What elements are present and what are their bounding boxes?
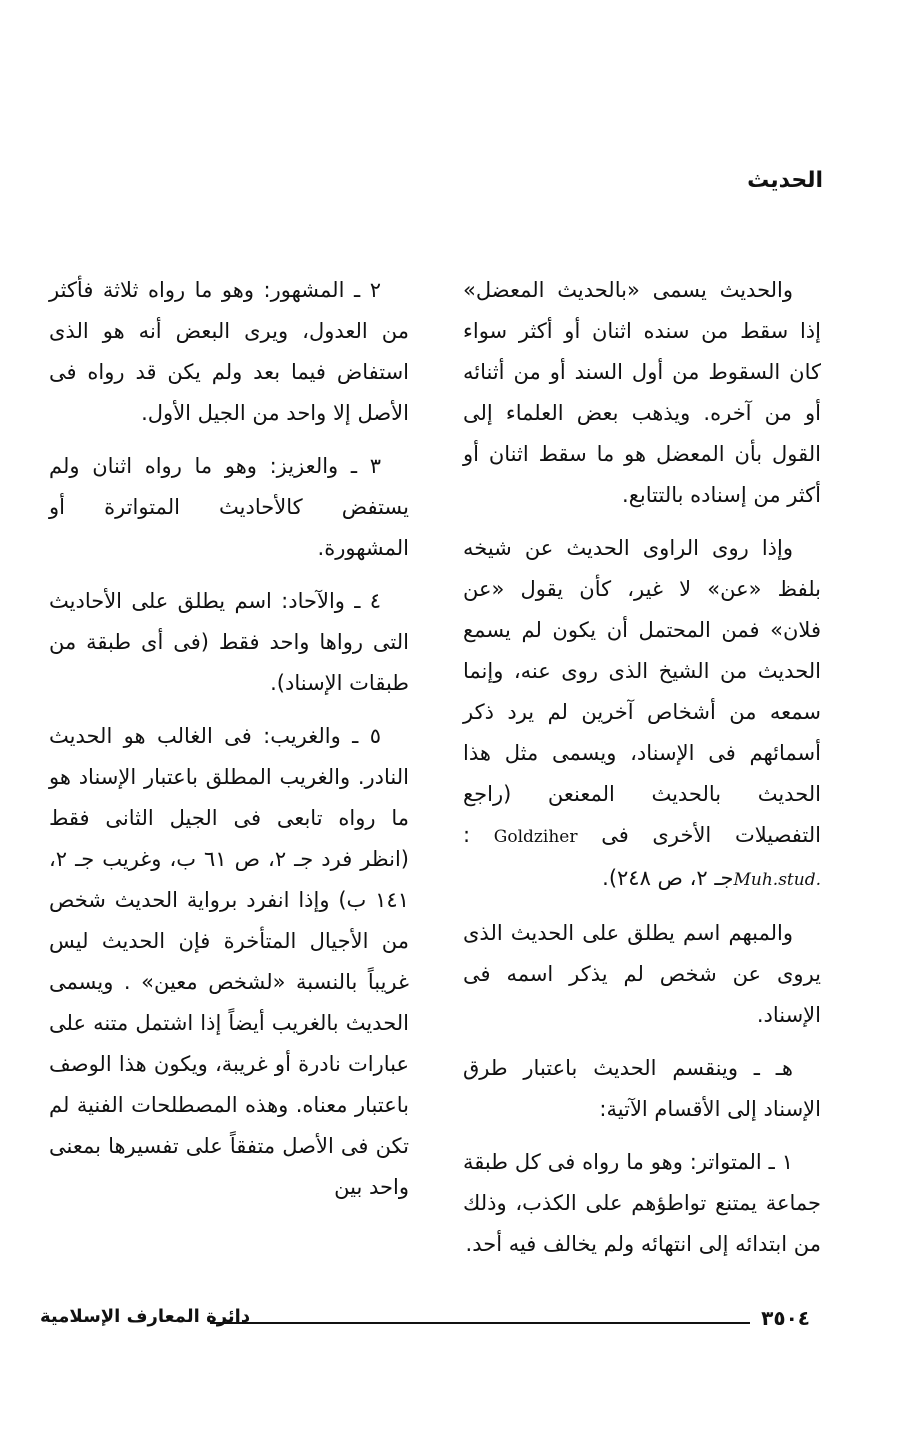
- publication-title: دائرة المعارف الإسلامية: [40, 1306, 251, 1327]
- paragraph-mubham: والمبهم اسم يطلق على الحديث الذى يروى عن شخص لم يذكر اسمه فى الإسناد.: [463, 921, 821, 1027]
- author-name-latin: Goldziher: [493, 827, 578, 847]
- left-column: [49, 270, 409, 1220]
- paragraph-ahad: ٤ ـ والآحاد: اسم يطلق على الأحاديث التى رواها واحد فقط (فى أى طبقة من طبقات الإسناد).: [49, 589, 409, 695]
- paragraph-gharib: ٥ ـ والغريب: فى الغالب هو الحديث النادر. والغريب المطلق باعتبار الإسناد هو ما رواه تابعى فى الجيل الثانى فقط (انظر فرد جـ ٢، ص ٦١ ب، وغريب جـ ٢، ١٤١ ب) وإذا انفرد برواية الحديث شخص من الأجيال المتأخرة فإن الحديث ليس غريباً بالنسبة «لشخص معين» . ويسمى الحديث بالغريب أيضاً إذا اشتمل متنه على عبارات نادرة أو غريبة، ويكون هذا الوصف باعتبار معناه. وهذه المصطلحات الفنية لم تكن فى الأصل متفقاً على تفسيرها بمعنى واحد بين: [49, 724, 409, 1199]
- citation-volume-page: جـ ٢، ص ٢٤٨).: [602, 866, 734, 890]
- paragraph-mashhur: ٢ ـ المشهور: وهو ما رواه ثلاثة فأكثر من العدول، ويرى البعض أنه هو الذى استفاض فيما بعد ولم يكن قد رواه فى الأصل إلا واحد من الجيل الأول.: [49, 278, 409, 425]
- paragraph-muadal: والحديث يسمى «بالحديث المعضل» إذا سقط من سنده اثنان أو أكثر سواء كان السقوط من أول السند أو من أثنائه أو من آخره. ويذهب بعض العلماء إلى القول بأن المعضل هو ما سقط اثنان أو أكثر من إسناده بالتتابع.: [463, 278, 821, 507]
- colon-separator: :: [463, 823, 471, 847]
- right-column: [463, 270, 821, 1277]
- work-title-latin: Muh.stud.: [733, 870, 821, 890]
- running-title: الحديث: [747, 168, 823, 193]
- paragraph-muanan-text: وإذا روى الراوى الحديث عن شيخه بلفظ «عن» لا غير، كأن يقول «عن فلان» فمن المحتمل أن يكون لم يسمع الحديث من الشيخ الذى روى عنه، وإنما سمعه من أشخاص آخرين لم يرد ذكر أسمائهم فى الإسناد، ويسمى مثل هذا الحديث بالحديث المعنعن (راجع التفصيلات الأخرى فى: [463, 536, 821, 847]
- page-footer: [40, 1306, 810, 1336]
- paragraph-division: هـ ـ وينقسم الحديث باعتبار طرق الإسناد إلى الأقسام الآتية:: [463, 1056, 821, 1121]
- footer-divider: [210, 1322, 750, 1324]
- paragraph-muanan: [463, 528, 821, 901]
- paragraph-mutawatir: ١ ـ المتواتر: وهو ما رواه فى كل طبقة جماعة يمتنع تواطؤهم على الكذب، وذلك من ابتدائه إلى انتهائه ولم يخالف فيه أحد.: [463, 1150, 821, 1256]
- page-number: ٣٥٠٤: [761, 1306, 810, 1330]
- paragraph-aziz: ٣ ـ والعزيز: وهو ما رواه اثنان ولم يستفض كالأحاديث المتواترة أو المشهورة.: [49, 454, 409, 560]
